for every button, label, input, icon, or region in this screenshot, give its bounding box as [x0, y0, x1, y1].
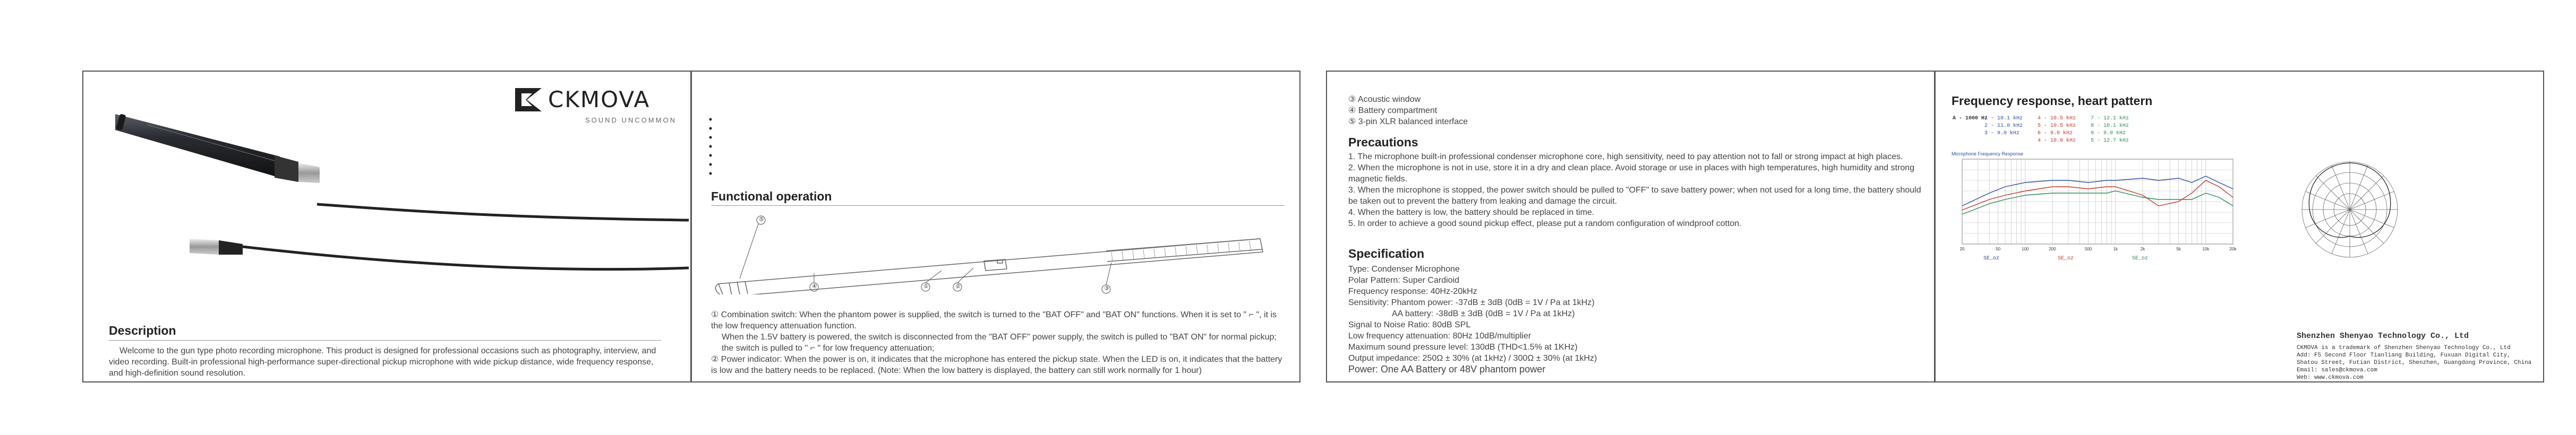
x-tick-label: 10k: [2202, 247, 2210, 251]
brand-tagline: SOUND UNCOMMON: [585, 116, 677, 124]
callout-3: ③: [1104, 285, 1109, 292]
x-tick-label: 2k: [2140, 247, 2145, 251]
precaution-item: 1. The microphone built-in professional condenser microphone core, high sensitivity, need to pay attention not to fall or strong impact at high places.: [1348, 152, 1903, 161]
legend-entry: 3 - 9.0 kHz: [1984, 130, 2020, 136]
description-text: Welcome to the gun type photo recording microphone. This product is designed for professional occasions such as photography, interview, and video recording. Built-in professional high-performance super-directional pickup microphone with wide pickup distance, wide frequency response, and high-definition sound resolution.: [109, 346, 656, 378]
series-label: SE_oz: [2132, 256, 2149, 262]
precaution-item: 3. When the microphone is stopped, the power switch should be pulled to "OFF" to save battery power; when not used for a long time, the battery should be taken out to prevent the battery from leaking and damage the circuit.: [1348, 186, 1921, 206]
page-3: [1326, 71, 1935, 382]
legend-entry: 4 - 10.5 kHz: [2038, 116, 2076, 121]
dots-decoration: [708, 117, 713, 180]
legend-entry: 5 - 10.5 kHz: [2038, 123, 2076, 129]
legend-entry: 6 - 9.0 kHz: [2038, 130, 2073, 136]
x-tick-label: 200: [2049, 247, 2056, 251]
divider: [109, 340, 661, 341]
series-label: SE_oz: [2058, 256, 2074, 262]
chart-header: Microphone Frequency Response: [1952, 151, 2024, 156]
spec-item: Maximum sound pressure level: 130dB (THD<1.5% at 1KHz): [1348, 343, 1578, 352]
legend-entry: 4 - 10.0 kHz: [2038, 138, 2076, 144]
legend-entry: A - 1000 Hz: [1953, 116, 1988, 121]
company-line: Shatou Street, Futian District, Shenzhen, Guangdong Province, China: [2297, 360, 2532, 366]
spec-item: Type: Condenser Microphone: [1348, 265, 1460, 274]
legend-entry: 1 - 10.1 kHz: [1984, 116, 2023, 121]
polar-pattern-chart: [2297, 156, 2403, 263]
brand-name: CKMOVA: [548, 86, 651, 112]
spec-item: Frequency response: 40Hz-20kHz: [1348, 287, 1477, 296]
company-line: Add: F5 Second Floor Tianliang Building, Fuxuan Digital City,: [2297, 352, 2511, 359]
frequency-title: Frequency response, heart pattern: [1952, 94, 2153, 108]
page-2: [691, 71, 1300, 382]
part-item: ⑤ 3-pin XLR balanced interface: [1348, 117, 1468, 126]
callout-1: ①: [923, 283, 929, 290]
part-item: ④ Battery compartment: [1348, 106, 1437, 115]
legend-entry: 7 - 12.1 kHz: [2091, 116, 2129, 121]
functional-item-2: ② Power indicator: When the power is on, it indicates that the microphone has entered the pickup state. When the LED is on, it indicates that the battery is low and the battery needs to be replaced. (Note: When the low battery is displayed, the battery can still work normally for 1 hour): [711, 355, 1282, 375]
divider: [711, 205, 1285, 206]
functional-title: Functional operation: [711, 189, 832, 203]
precaution-item: 5. In order to achieve a good sound pickup effect, please put a random configuration of windproof cotton.: [1348, 219, 1742, 228]
callout-4: ④: [812, 283, 817, 290]
x-tick-label: 5k: [2176, 247, 2181, 251]
spec-item: Sensitivity: Phantom power: -37dB ± 3dB (0dB = 1V / Pa at 1kHz): [1348, 298, 1595, 307]
x-tick-label: 20k: [2229, 247, 2237, 251]
x-tick-label: 100: [2022, 247, 2029, 251]
functional-list: [711, 309, 1285, 376]
x-tick-label: 500: [2084, 247, 2092, 251]
callout-5: ⑤: [759, 216, 764, 223]
company-info: [2297, 344, 2531, 381]
x-tick-label: 1k: [2113, 247, 2118, 251]
x-tick-label: 50: [1996, 247, 2001, 251]
precautions-list: [1348, 151, 1922, 229]
spec-item: AA battery: -38dB ± 3dB (0dB = 1V / Pa at 1kHz): [1392, 309, 1575, 318]
functional-item-1b: When the 1.5V battery is powered, the switch is disconnected from the "BAT OFF" power supply, the switch is pulled to "BAT ON" for normal pickup; the switch is pulled to " ⌐ " for low frequency attenuation;: [722, 333, 1277, 353]
precautions-title: Precautions: [1348, 135, 1418, 149]
page-1: [82, 71, 691, 382]
precaution-item: 4. When the battery is low, the battery should be replaced in time.: [1348, 208, 1595, 217]
microphone-photo: [115, 103, 689, 273]
precaution-item: 2. When the microphone is not in use, store it in a dry and clean place. Avoid storage or use in places with high temperatures, high humidity and strong magnetic fields.: [1348, 163, 1915, 184]
spec-item: Low frequency attenuation: 80Hz 10dB/multiplier: [1348, 332, 1531, 341]
page-4: [1935, 71, 2544, 382]
company-name: Shenzhen Shenyao Technology Co., Ltd: [2297, 332, 2469, 341]
x-tick-label: 20: [1959, 247, 1965, 251]
spec-item: Output impedance: 250Ω ± 30% (at 1kHz) / 300Ω ± 30% (at 1kHz): [1348, 354, 1597, 363]
company-web: Web: www.ckmova.com: [2297, 375, 2364, 381]
parts-list: [1348, 94, 1468, 127]
spec-item: Polar Pattern: Super Cardioid: [1348, 276, 1459, 285]
callout-2: ②: [955, 283, 961, 290]
legend-entry: 5 - 12.7 kHz: [2091, 138, 2129, 144]
functional-item-1: ① Combination switch: When the phantom power is supplied, the switch is turned to the "BAT OFF" and "BAT ON" functions. When it is set to " ⌐ ", it is the low frequency attenuation function.: [711, 310, 1277, 330]
company-line: CKMOVA is a trademark of Shenzhen Shenyao Technology Co., Ltd: [2297, 345, 2511, 351]
spec-item: Signal to Noise Ratio: 80dB SPL: [1348, 320, 1471, 329]
part-item: ③ Acoustic window: [1348, 95, 1421, 104]
description-title: Description: [109, 324, 176, 337]
specification-title: Specification: [1348, 247, 1425, 260]
chart-legend: [1953, 115, 2133, 147]
spec-item: Power: One AA Battery or 48V phantom power: [1348, 364, 1546, 375]
legend-entry: 9 - 9.0 kHz: [2091, 130, 2126, 136]
microphone-diagram: [708, 210, 1292, 294]
frequency-chart: [1952, 156, 2238, 257]
specification-list: [1348, 264, 1922, 375]
series-label: SE_oz: [1983, 256, 2000, 262]
legend-entry: 2 - 11.0 kHz: [1984, 123, 2023, 129]
legend-entry: 8 - 10.1 kHz: [2091, 123, 2129, 129]
company-email: Email: sales@ckmova.com: [2297, 367, 2377, 373]
